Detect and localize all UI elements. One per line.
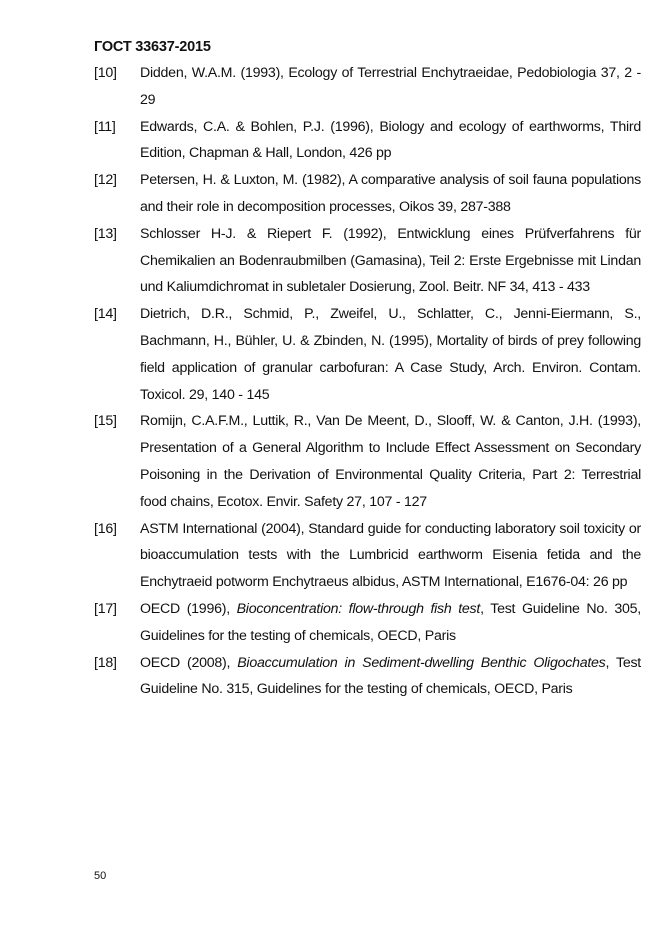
reference-number: [10]: [94, 65, 117, 81]
reference-item: [94, 650, 641, 704]
reference-text-segment: , Test Guideline No. 305, Guidelines for the testing of chemicals, OECD, Paris: [140, 600, 641, 644]
reference-item: [94, 301, 641, 408]
reference-number: [18]: [94, 654, 117, 671]
reference-item: [94, 408, 641, 515]
reference-item: [94, 596, 641, 650]
reference-text-segment: , Test Guideline No. 315, Guidelines for the testing of chemicals, OECD, Paris: [140, 654, 641, 698]
reference-item: [94, 221, 641, 301]
reference-item: [94, 167, 641, 221]
reference-item: [94, 516, 641, 596]
reference-text-segment: Romijn, C.A.F.M., Luttik, R., Van De Meent, D., Slooff, W. & Canton, J.H. (1993), Presentation of a General Algorithm to Include Effect Assessment on Secondary Poisoning in the Derivation of Environmental Quality Criteria, Part 2: Terrestrial food chains, Ecotox. Envir. Safety 27, 107 - 127: [140, 413, 641, 510]
reference-text-segment: Petersen, H. & Luxton, M. (1982), A comparative analysis of soil fauna populations and their role in decomposition processes, Oikos 39, 287-388: [140, 172, 641, 215]
reference-text: [140, 301, 641, 408]
page-number: 50: [94, 870, 107, 882]
reference-text: [140, 221, 641, 301]
reference-number: [11]: [94, 118, 116, 135]
reference-list: [94, 60, 641, 703]
reference-number: [13]: [94, 225, 117, 242]
reference-text-segment: Schlosser H-J. & Riepert F. (1992), Entwicklung eines Prüfverfahrens für Chemikalien an Bodenraubmilben (Gamasina), Teil 2: Erste Ergebnisse mit Lindan und Kaliumdichromat in subletaler Dosierung, Zool. Beitr. NF 34, 413 - 433: [140, 225, 641, 296]
reference-item: [94, 114, 641, 168]
reference-title-italic: Bioconcentration: flow-through fish test: [236, 600, 481, 617]
reference-text-segment: Didden, W.A.M. (1993), Ecology of Terrestrial Enchytraeidae, Pedobiologia 37, 2 - 29: [140, 65, 641, 108]
reference-text-segment: ASTM International (2004), Standard guide for conducting laboratory soil toxicity or bioaccumulation tests with the Lumbricid earthworm Eisenia fetida and the Enchytraeid potworm Enchytraeus albidus, ASTM International, E1676-04: 26 pp: [140, 520, 641, 591]
reference-text: [140, 650, 641, 704]
reference-number: [14]: [94, 306, 117, 323]
reference-number: [12]: [94, 172, 117, 189]
reference-text: [140, 408, 641, 515]
reference-text-segment: OECD (1996),: [140, 600, 237, 617]
reference-text: [140, 516, 641, 596]
reference-item: [94, 60, 641, 114]
reference-text: [140, 167, 641, 221]
reference-title-italic: Bioaccumulation in Sediment-dwelling Benthic Oligochates: [237, 654, 606, 671]
reference-text: [140, 60, 641, 114]
reference-number: [17]: [94, 600, 117, 617]
reference-number: [16]: [94, 520, 117, 537]
reference-text-segment: Edwards, C.A. & Bohlen, P.J. (1996), Biology and ecology of earthworms, Third Edition, Chapman & Hall, London, 426 pp: [140, 118, 641, 162]
reference-text: [140, 114, 641, 168]
reference-text: [140, 596, 641, 650]
reference-text-segment: Dietrich, D.R., Schmid, P., Zweifel, U., Schlatter, C., Jenni-Eiermann, S., Bachmann, H., Bühler, U. & Zbinden, N. (1995), Mortality of birds of prey following field application of granular carbofuran: A Case Study, Arch. Environ. Contam. Toxicol. 29, 140 - 145: [140, 306, 641, 403]
reference-text-segment: OECD (2008),: [140, 654, 238, 671]
document-header: ГОСТ 33637-2015: [94, 39, 211, 55]
reference-number: [15]: [94, 413, 117, 430]
